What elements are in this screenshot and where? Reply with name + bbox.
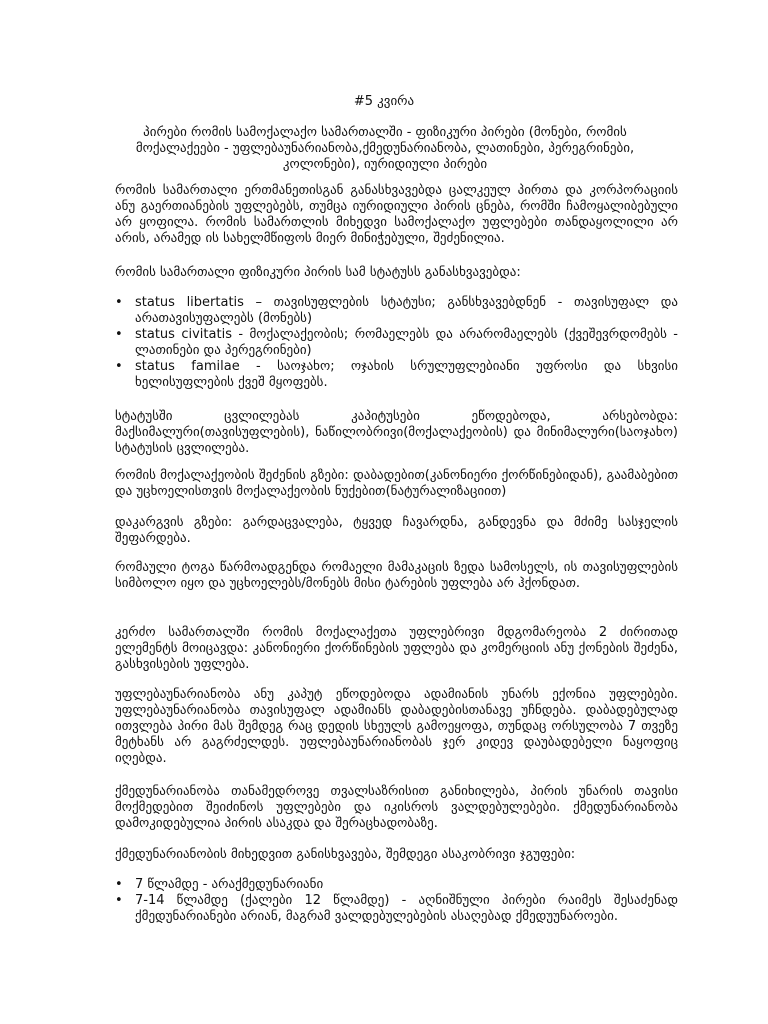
list-item: • status libertatis – თავისუფლების სტატუსი; განსხვავებდნენ - თავისუფალ და არათავისუფალებს (მონებს) — [115, 295, 678, 327]
paragraph-citizenship-loss: დაკარგვის გზები: გარდაცვალება, ტყვედ ჩავარდნა, განდევნა და მძიმე სასჯელის შეფარდება. — [115, 515, 678, 546]
paragraph-statuses-lead: რომის სამართალი ფიზიკური პირის სამ სტატუსს განასხვავებდა: — [115, 265, 521, 280]
week-title: #5 კვირა — [353, 94, 415, 109]
age-group-list — [115, 877, 678, 925]
list-item: • 7 წლამდე - არაქმედუნარიანი — [115, 877, 678, 893]
list-item: • status familae - საოჯახო; ოჯახის სრულუფლებიანი უფროსი და სხვისი ხელისუფლების ქვეშ მყოფებს. — [115, 359, 678, 391]
list-item: • status civitatis - მოქალაქეობის; რომაელებს და არარომაელებს (ქვეშევრდომებს - ლათინები და პერეგრინები) — [115, 327, 678, 359]
paragraph-toga: რომაული ტოგა წარმოადგენდა რომაელი მამაკაცის ზედა სამოსელს, ის თავისუფლების სიმბოლო იყო და უცხოელებს/მონებს მისი ტარების უფლება არ ჰქონდათ. — [115, 560, 678, 591]
paragraph-active-capacity: ქმედუნარიანობა თანამედროვე თვალსაზრისით განიხილება, პირის უნარის თავისი მოქმედებით შეიძინოს უფლებები და იკისროს ვალდებულებები. ქმედუნარიანობა დამოკიდებულია პირის ასაკდა და შერაცხადობაზე. — [115, 784, 678, 831]
paragraph-citizenship-acquisition: რომის მოქალაქეობის შეძენის გზები: დაბადებით(კანონიერი ქორწინებიდან), გაამაბებით და უცხოელისთვის მოქალაქეობის ნუქებით(ნატურალიზაციით) — [115, 468, 678, 499]
subtitle-line: მოქალაქეები - უფლებაუნარიანობა,ქმედუნარიანობა, ლათინები, პერეგრინები, — [135, 141, 635, 156]
paragraph-legal-capacity: უფლებაუნარიანობა ანუ კაპუტ ეწოდებოდა ადამიანის უნარს ექონია უფლებები. უფლებაუნარიანობა თავისუფალ ადამიანს დაბადებისთანავე უჩნდება. დაბადებულად ითვლება პირი მას შემდეგ რაც დედის სხეულს გამოეყოფა, თუნდაც ორსულობა 7 თვეზე მეტხანს არ გაგრძელდეს. უფლებაუნარიანობას ჯერ კიდევ დაუბადებელი ნაყოფიც იღებდა. — [115, 687, 678, 766]
paragraph-intro: რომის სამართალი ერთმანეთისგან განასხვავებდა ცალკეულ პირთა და კორპორაციის ანუ გაერთიანების უფლებებს, თუმცა იურიდიული პირის ცნება, რომში ჩამოყალიბებული არ ყოფილა. რომის სამართლის მიხედვი სამოქალაქო უფლებები თანდაყოლილი არ არის, არამედ ის სახელმწიფოს მიერ მინიჭებული, შეძენილია. — [115, 183, 678, 246]
paragraph-capitis: სტატუსში ცვლილებას კაპიტუსები ეწოდებოდა, არსებობდა: მაქსიმალური(თავისუფლების), ნაწილობრივი(მოქალაქეობის) და მინიმალური(საოჯახო) სტატუსის ცვლილება. — [115, 409, 678, 456]
lecture-subtitle — [100, 125, 670, 173]
subtitle-line: კოლონები), იურიდიული პირები — [282, 157, 488, 172]
subtitle-line: პირები რომის სამოქალაქო სამართალში - ფიზიკური პირები (მონები, რომის — [143, 125, 627, 140]
paragraph-age-groups-lead: ქმედუნარიანობის მიხედვით განისხვავება, შემდეგი ასაკობრივი ჯგუფები: — [115, 847, 576, 862]
list-item: • 7-14 წლამდე (ქალები 12 წლამდე) - აღნიშნული პირები რაიმეს შესაძენად ქმედუნარიანები არიან, მაგრამ ვალდებულებების ასაღებად ქმედუუნაროები. — [115, 893, 678, 925]
status-list — [115, 295, 678, 391]
paragraph-private-law: კერძო სამართალში რომის მოქალაქეთა უფლებრივი მდგომარეობა 2 ძირითად ელემენტს მოიცავდა: კანონიერი ქორწინების უფლება და კომერციის ანუ ქონების შეძენა, გასხვისების უფლება. — [115, 625, 678, 672]
